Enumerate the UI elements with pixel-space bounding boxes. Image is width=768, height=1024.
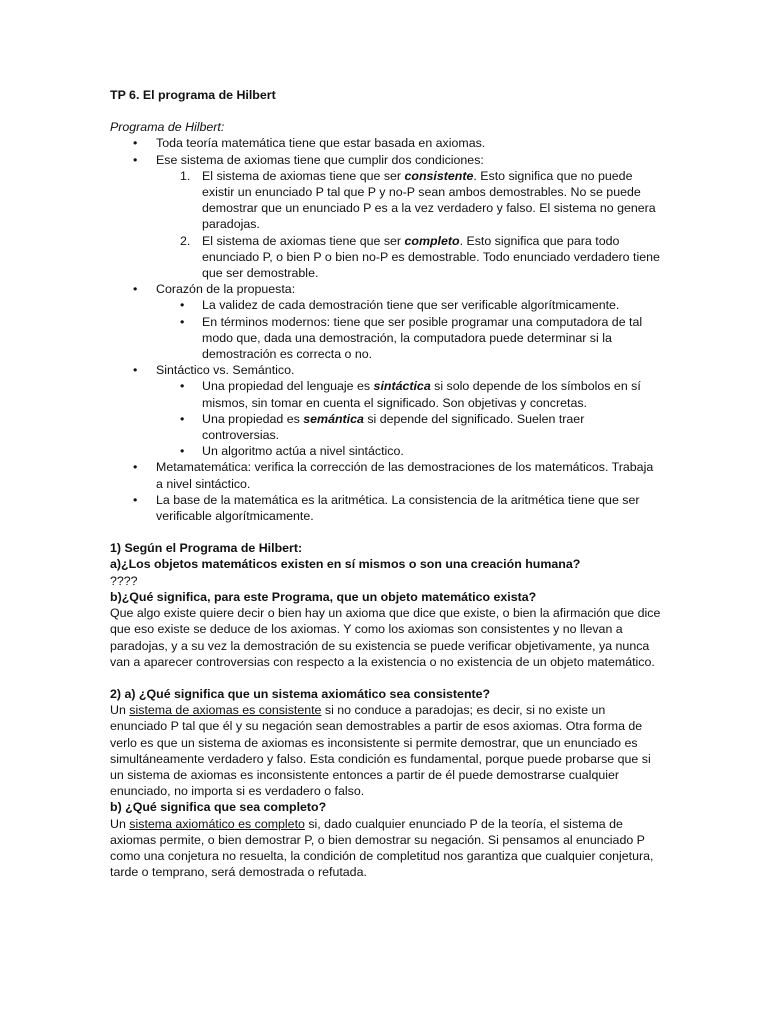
underlined-term: sistema axiomático es completo [129,816,305,831]
question-1a: a)¿Los objetos matemáticos existen en sí mismos o son una creación humana? [110,557,581,572]
emphasis-term: consistente [404,168,474,183]
answer-1a: ???? [110,573,138,588]
bullet-icon [133,135,137,151]
bullet-icon [180,443,184,459]
bullet-icon [180,411,184,427]
emphasis-term: semántica [303,411,364,426]
emphasis-term: sintáctica [373,379,431,394]
sub-list-item: 1. El sistema de axiomas tiene que ser consistente. Esto significa que no puede existir un enunciado P tal que P y no-P sean ambos demostrables. No se puede demostrar que un enunciado P es a la vez verdadero y falso. El sistema no genera paradojas. [180,168,656,232]
bullet-icon [133,281,137,297]
bullet-icon [180,314,184,330]
bullet-icon [133,362,137,378]
list-number: 2. [180,233,191,248]
sub-list-item: • La validez de cada demostración tiene que ser verificable algorítmicamente. [110,297,662,313]
document-page [110,87,662,880]
section-label: Programa de Hilbert: [110,120,225,135]
document-title: TP 6. El programa de Hilbert [110,88,276,102]
list-item: • Toda teoría matemática tiene que estar basada en axiomas. [110,135,662,151]
answer-2b: Un sistema axiomático es completo si, dado cualquier enunciado P de la teoría, el sistema de axiomas permite, o bien demostrar P, o bien demostrar su negación. Si pensamos al enunciado P como una conjetura no resuelta, la condición de completitud nos garantiza que cualquier conjetura, tarde o temprano, será demostrada o refutada. [110,816,654,880]
list-item: • Metamatemática: verifica la corrección de las demostraciones de los matemáticos. Trabaja a nivel sintáctico. [110,459,662,491]
bullet-icon [180,378,184,394]
list-item: • Ese sistema de axiomas tiene que cumplir dos condiciones: [110,152,662,168]
sub-list-item: • En términos modernos: tiene que ser posible programar una computadora de tal modo que, dada una demostración, la computadora puede determinar si la demostración es correcta o no. [110,314,662,363]
sub-list-item: 2. El sistema de axiomas tiene que ser completo. Esto significa que para todo enunciado P, o bien P o bien no-P es demostrable. Todo enunciado verdadero tiene que ser demostrable. [180,233,660,281]
question-2a: 2) a) ¿Qué significa que un sistema axiomático sea consistente? [110,686,491,701]
bullet-icon [133,459,137,475]
answer-1b: Que algo existe quiere decir o bien hay un axioma que dice que existe, o bien la afirmación que dice que eso existe se deduce de los axiomas. Y como los axiomas son consistentes y no llevan a paradojas, y a su vez la demostración de su existencia se puede verificar objetivamente, ya nunca van a aparecer controversias con respecto a la existencia o no existencia de un objeto matemático. [110,606,661,669]
underlined-term: sistema de axiomas es consistente [129,703,322,718]
bullet-icon [133,492,137,508]
emphasis-term: completo [404,233,460,248]
question-2b: b) ¿Qué significa que sea completo? [110,800,327,815]
answer-2a: Un sistema de axiomas es consistente si no conduce a paradojas; es decir, si no existe un enunciado P tal que él y su negación sean demostrables a partir de esos axiomas. Otra forma de verlo es que un sistema de axiomas es inconsistente si permite demostrar, que un enunciado es simultáneamente verdadero y falso. Esta condición es fundamental, porque puede probarse que si un sistema de axiomas es inconsistente entonces a partir de él puede demostrarse cualquier enunciado, no importa si es verdadero o falso. [110,703,651,799]
list-number: 1. [180,168,191,183]
sub-list-item: • Una propiedad del lenguaje es sintáctica si solo depende de los símbolos en sí mismos, sin tomar en cuenta el significado. Son objetivas y concretas. [110,378,662,410]
list-item: • Corazón de la propuesta: [110,281,662,297]
question-heading: 1) Según el Programa de Hilbert: [110,541,303,556]
question-1b: b)¿Qué significa, para este Programa, que un objeto matemático exista? [110,589,537,604]
list-item: • La base de la matemática es la aritmética. La consistencia de la aritmética tiene que ser verificable algorítmicamente. [110,492,662,524]
bullet-icon [133,152,137,168]
bullet-icon [180,297,184,313]
hilbert-program-list [110,135,662,524]
sub-list-item: • Una propiedad es semántica si depende del significado. Suelen traer controversias. [110,411,662,443]
sub-list-item: • Un algoritmo actúa a nivel sintáctico. [110,443,662,459]
list-item: • Sintáctico vs. Semántico. [110,362,662,378]
